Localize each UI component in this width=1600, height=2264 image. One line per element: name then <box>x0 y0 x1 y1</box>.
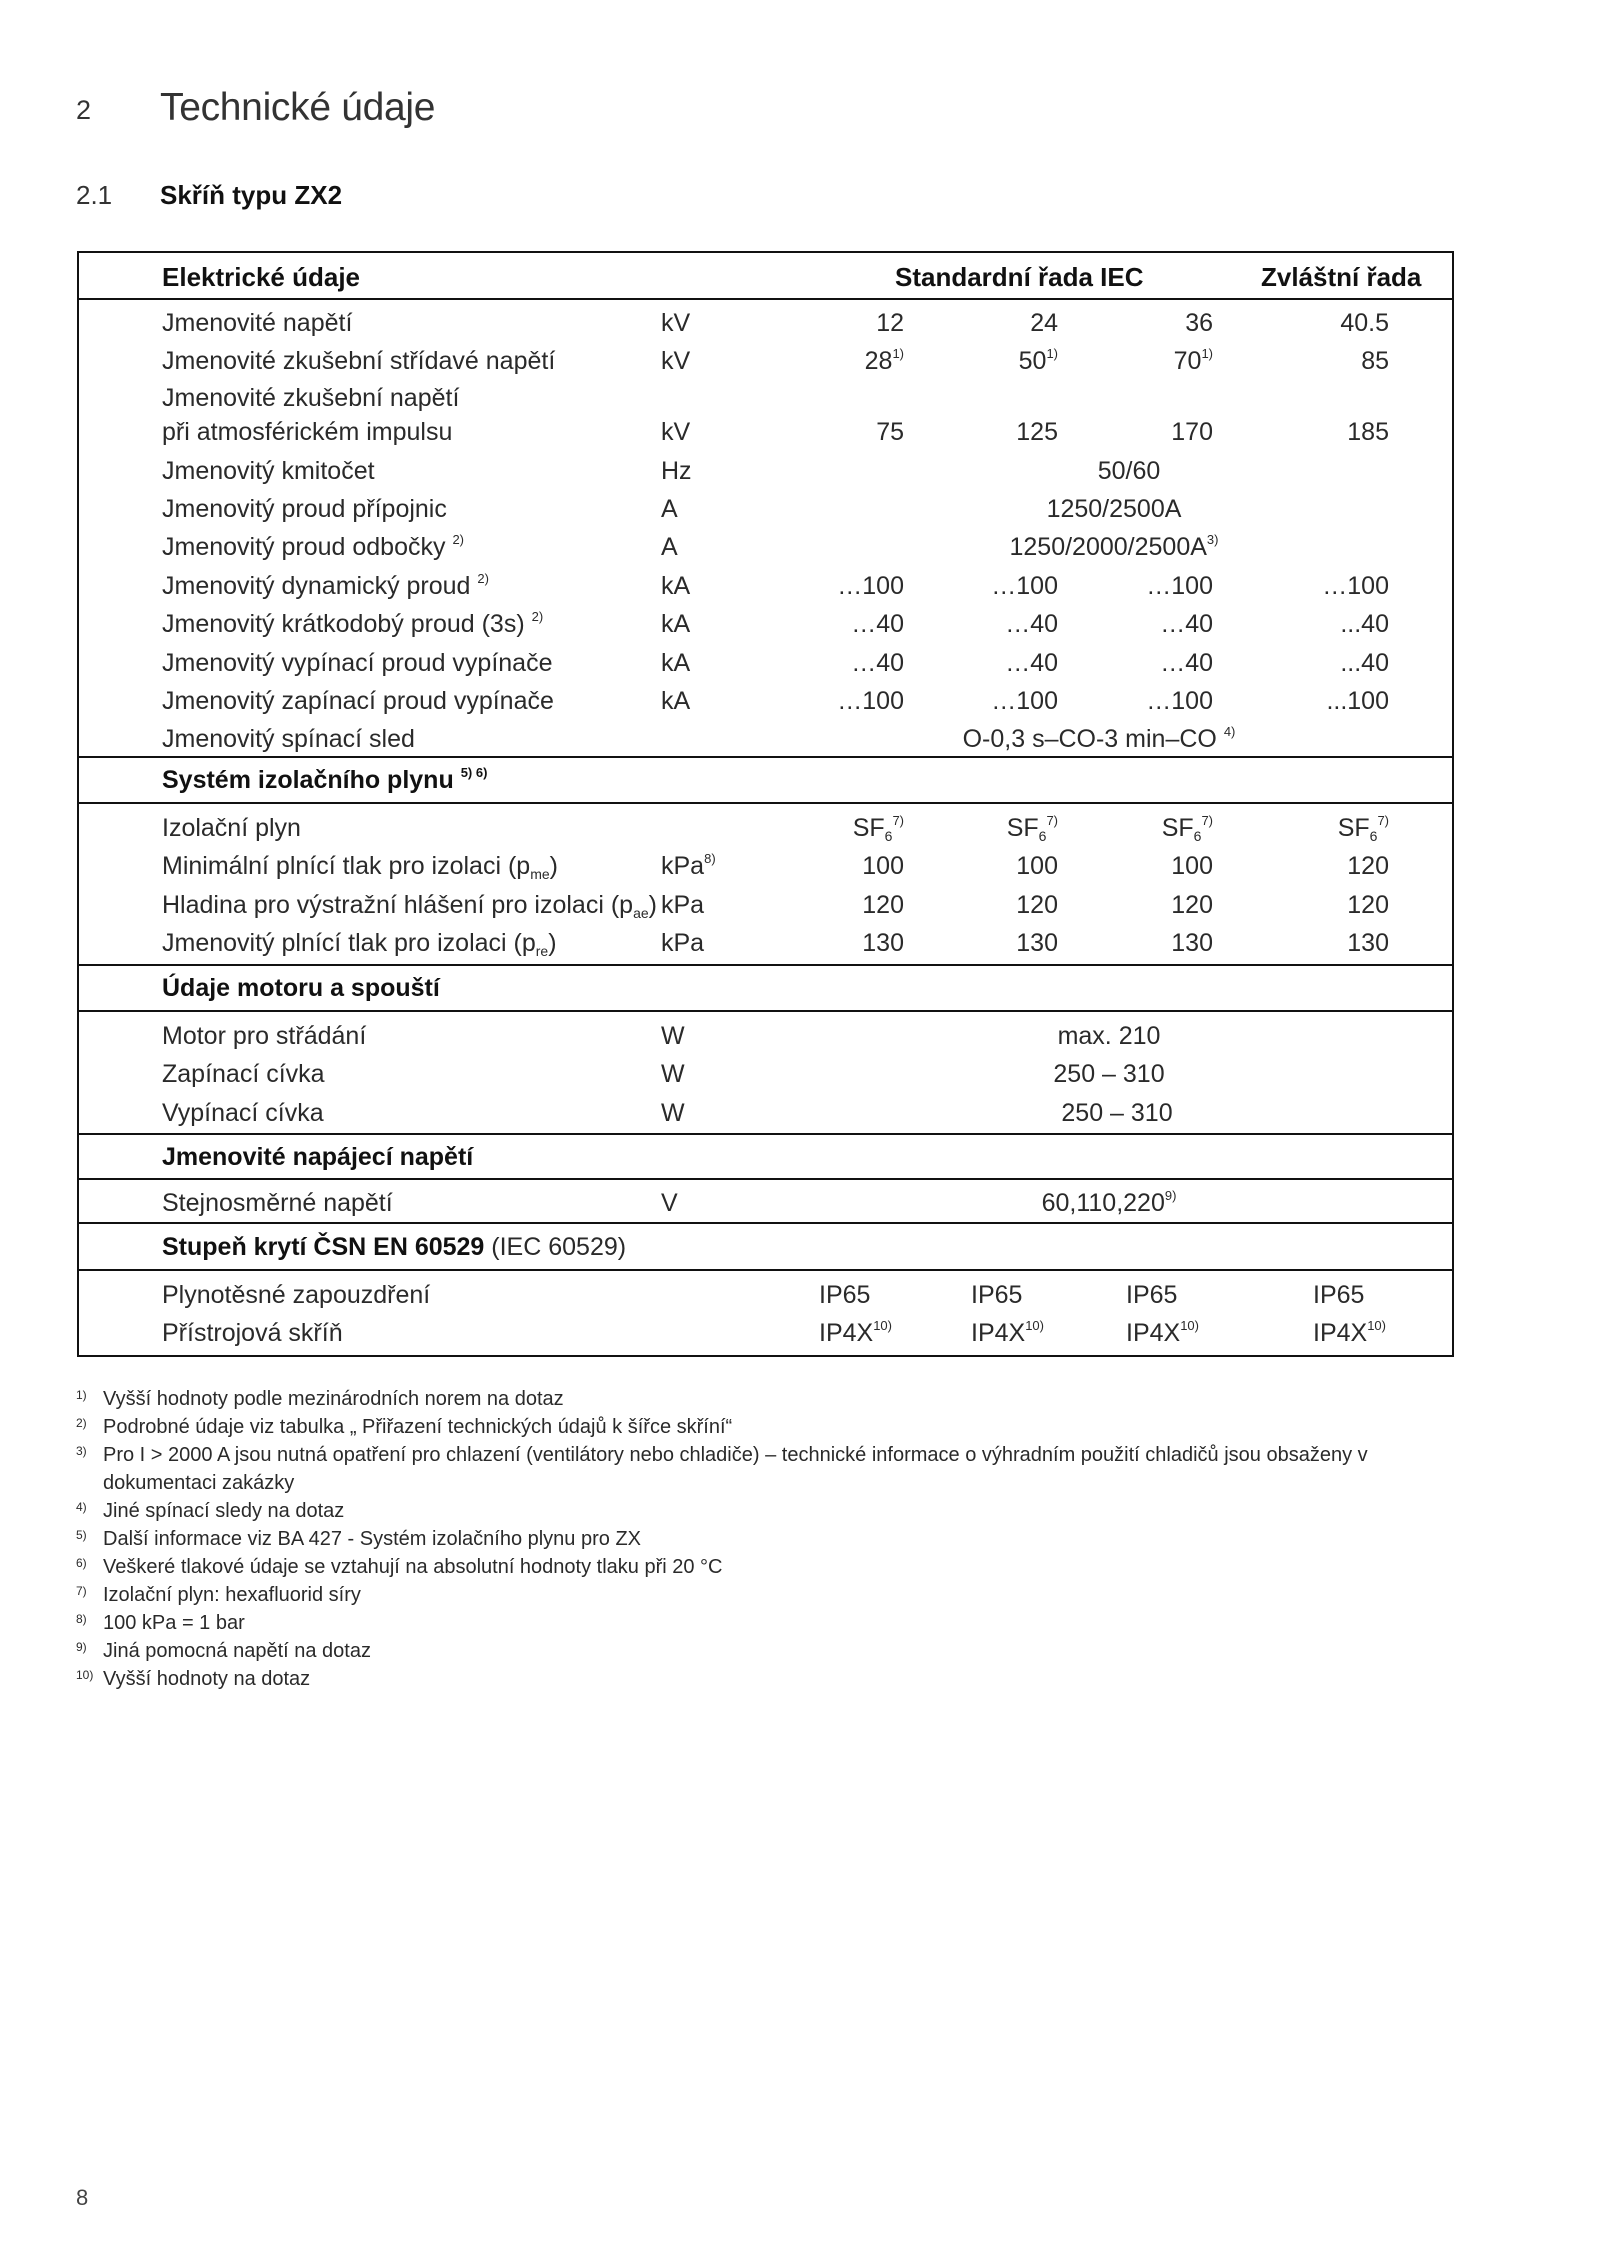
header-electrical: Elektrické údaje <box>162 262 360 292</box>
row-unit: kA <box>661 687 691 715</box>
row-unit: kV <box>661 418 691 446</box>
span-value: 50/60 <box>1097 457 1161 485</box>
row-unit: kA <box>661 610 691 638</box>
footnote: 7) Izolační plyn: hexafluorid síry <box>76 1584 361 1606</box>
value: IP65 <box>971 1281 1023 1309</box>
row-label: Jmenovitý vypínací proud vypínače <box>162 649 553 677</box>
protection-section-heading: Stupeň krytí ČSN EN 60529 (IEC 60529) <box>162 1233 627 1261</box>
row-unit: W <box>661 1022 685 1050</box>
section-title: Technické údaje <box>160 86 436 129</box>
row-label: Minimální plnící tlak pro izolaci $(p_{me})$ <box>162 852 558 882</box>
value-40kv: 40.5 <box>1340 309 1389 337</box>
divider <box>79 1269 1452 1271</box>
row-unit: W <box>661 1099 685 1127</box>
value: …40 <box>1005 610 1058 638</box>
header-standard: Standardní řada IEC <box>895 262 1144 292</box>
row-unit: A <box>661 495 678 523</box>
subsection-title: Skříň typu ZX2 <box>160 180 343 210</box>
value: 120 <box>1016 891 1058 919</box>
value-sf6: $SF_6^{7)}$ <box>1006 813 1058 844</box>
technical-data-table <box>77 251 1454 1357</box>
page-number: 8 <box>76 2185 89 2210</box>
row-label: Vypínací cívka <box>162 1099 324 1127</box>
subsection-number: 2.1 <box>76 180 113 210</box>
value: …40 <box>1160 610 1213 638</box>
row-label: Jmenovitý spínací sled <box>162 725 415 753</box>
value: 130 <box>1016 929 1058 957</box>
row-label: Jmenovité zkušební střídavé napětí <box>162 347 556 375</box>
row-label: Hladina pro výstražní hlášení pro izolaci $(p_{ae})$ <box>162 891 657 921</box>
row-unit: kV <box>661 309 691 337</box>
value: IP65 <box>819 1281 871 1309</box>
row-label: Motor pro střádání <box>162 1022 367 1050</box>
value-sf6: $SF_6^{7)}$ <box>852 813 904 844</box>
footnote: 5) Další informace viz BA 427 - Systém izolačního plynu pro ZX <box>76 1528 642 1550</box>
motor-section-heading: Údaje motoru a spouští <box>162 974 440 1002</box>
value: $IP4X^{10)}$ <box>971 1318 1044 1347</box>
value-sf6: $SF_6^{7)}$ <box>1161 813 1213 844</box>
value: 100 <box>862 852 904 880</box>
row-label: Izolační plyn <box>162 814 301 842</box>
row-label: Jmenovitý krátkodobý proud (3s) $^{2)}$ <box>162 609 544 638</box>
span-value: max. 210 <box>1057 1022 1161 1050</box>
gas-section-heading: Systém izolačního plynu $^{5) 6)}$ <box>162 765 488 794</box>
row-label: Jmenovitý proud odbočky $^{2)}$ <box>162 532 464 561</box>
span-value: O-0,3 s–CO-3 min–CO $^{4)}$ <box>962 724 1236 753</box>
span-value: 60,110,220$^{9)}$ <box>1041 1188 1177 1217</box>
value: 28$^{1)}$ <box>864 346 904 375</box>
row-label: Jmenovitý plnící tlak pro izolaci $(p_{re})$ <box>162 929 557 959</box>
value: …100 <box>991 572 1058 600</box>
value: 100 <box>1016 852 1058 880</box>
value: 185 <box>1347 418 1389 446</box>
value: …100 <box>837 687 904 715</box>
row-label-line2: při atmosférickém impulsu <box>162 418 453 446</box>
value: 130 <box>1171 929 1213 957</box>
footnote: 8) 100 kPa = 1 bar <box>76 1612 245 1634</box>
value-24kv: 24 <box>1030 309 1058 337</box>
row-label: Jmenovitý dynamický proud $^{2)}$ <box>162 571 489 600</box>
value: 120 <box>862 891 904 919</box>
row-unit: W <box>661 1060 685 1088</box>
row-label: Jmenovitý proud přípojnic <box>162 495 447 523</box>
value: $IP4X^{10)}$ <box>819 1318 892 1347</box>
row-unit: kPa$^{8)}$ <box>661 851 716 880</box>
row-label: Stejnosměrné napětí <box>162 1189 393 1217</box>
row-label: Přístrojová skříň <box>162 1319 343 1347</box>
value: …100 <box>837 572 904 600</box>
value: 75 <box>876 418 904 446</box>
value: …100 <box>991 687 1058 715</box>
footnote: 6) Veškeré tlakové údaje se vztahují na absolutní hodnoty tlaku při 20 °C <box>76 1556 723 1578</box>
divider <box>79 802 1452 804</box>
value: …40 <box>851 610 904 638</box>
row-unit: kPa <box>661 929 705 957</box>
footnote: 2) Podrobné údaje viz tabulka „ Přiřazení technických údajů k šířce skříní“ <box>76 1416 733 1438</box>
value: 100 <box>1171 852 1213 880</box>
value: 130 <box>862 929 904 957</box>
supply-section-heading: Jmenovité napájecí napětí <box>162 1143 474 1171</box>
value-36kv: 36 <box>1185 309 1213 337</box>
divider <box>79 756 1452 758</box>
row-unit: A <box>661 533 678 561</box>
footnote: 3) Pro I > 2000 A jsou nutná opatření pro chlazení (ventilátory nebo chladiče) – technické informace o výhradním použití chladičů jsou obsaženy v dokumentaci zakázky <box>76 1444 1368 1494</box>
value: IP65 <box>1126 1281 1178 1309</box>
row-label: Jmenovité napětí <box>162 309 353 337</box>
value: 120 <box>1347 891 1389 919</box>
row-unit: V <box>661 1189 678 1217</box>
divider <box>79 964 1452 966</box>
divider <box>79 1222 1452 1224</box>
row-unit: kV <box>661 347 691 375</box>
row-unit: kPa <box>661 891 705 919</box>
value: ...100 <box>1326 687 1389 715</box>
divider <box>79 1010 1452 1012</box>
value: ...40 <box>1340 610 1389 638</box>
value: …100 <box>1146 687 1213 715</box>
value-12kv: 12 <box>876 309 904 337</box>
span-value: $1250/2000/2500A^{3)}$ <box>1009 532 1219 561</box>
value: IP65 <box>1313 1281 1365 1309</box>
value-sf6: $SF_6^{7)}$ <box>1337 813 1389 844</box>
row-label: Plynotěsné zapouzdření <box>162 1281 431 1309</box>
row-label: Zapínací cívka <box>162 1060 325 1088</box>
value: 120 <box>1171 891 1213 919</box>
value: 120 <box>1347 852 1389 880</box>
divider <box>79 1133 1452 1135</box>
value: …40 <box>851 649 904 677</box>
value: …40 <box>1160 649 1213 677</box>
value: 85 <box>1361 347 1389 375</box>
footnote: 1) Vyšší hodnoty podle mezinárodních norem na dotaz <box>76 1388 564 1410</box>
value: 70$^{1)}$ <box>1173 346 1213 375</box>
span-value: 250 – 310 <box>1053 1060 1165 1088</box>
footnote: 9) Jiná pomocná napětí na dotaz <box>76 1640 371 1662</box>
row-label: Jmenovitý zapínací proud vypínače <box>162 687 554 715</box>
divider <box>79 298 1452 300</box>
value: …40 <box>1005 649 1058 677</box>
value: …100 <box>1322 572 1389 600</box>
value: …100 <box>1146 572 1213 600</box>
row-unit: kA <box>661 572 691 600</box>
value: $IP4X^{10)}$ <box>1126 1318 1199 1347</box>
value: 170 <box>1171 418 1213 446</box>
value: $IP4X^{10)}$ <box>1313 1318 1386 1347</box>
row-unit: Hz <box>661 457 692 485</box>
header-special: Zvláštní řada <box>1261 262 1422 292</box>
section-number: 2 <box>76 95 92 125</box>
footnote: 10) Vyšší hodnoty na dotaz <box>76 1668 311 1690</box>
value: 130 <box>1347 929 1389 957</box>
footnotes <box>76 1385 1396 1693</box>
span-value: 1250/2500A <box>1046 495 1182 523</box>
span-value: 250 – 310 <box>1061 1099 1173 1127</box>
value: 50$^{1)}$ <box>1018 346 1058 375</box>
row-label: Jmenovitý kmitočet <box>162 457 375 485</box>
divider <box>79 1178 1452 1180</box>
row-unit: kA <box>661 649 691 677</box>
value: ...40 <box>1340 649 1389 677</box>
footnote: 4) Jiné spínací sledy na dotaz <box>76 1500 345 1522</box>
value: 125 <box>1016 418 1058 446</box>
row-label-line1: Jmenovité zkušební napětí <box>162 384 460 412</box>
